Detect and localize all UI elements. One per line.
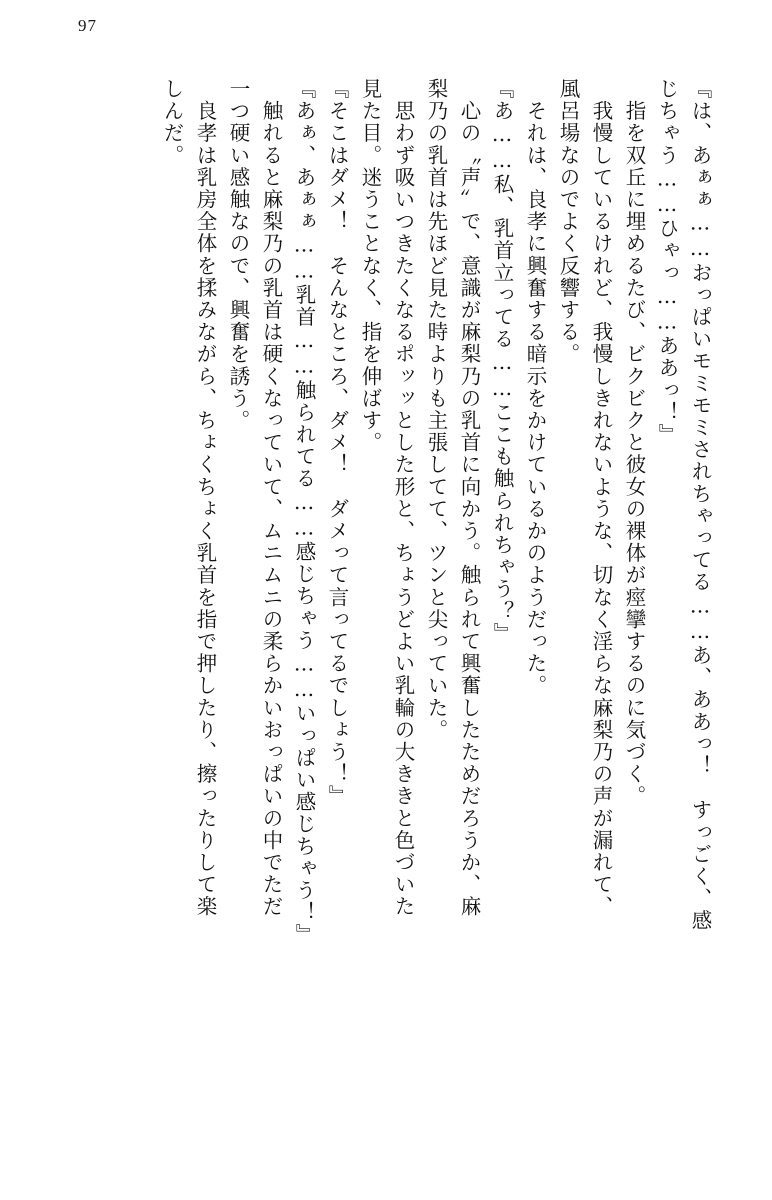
text-line: 見た目。迷うことなく、指を伸ばす。 [358,78,382,454]
text-line: 触れると麻梨乃の乳首は硬くなっていて、ムニムニの柔らかいおっぱいの中でただ [259,78,283,918]
text-line: 『あ……私、乳首立ってる……ここも触られちゃう？』 [490,78,514,645]
text-line: 『あぁ、あぁぁ……乳首……触られてる……感じちゃう……いっぱい感じちゃう！』 [292,78,316,946]
text-line: それは、良孝に興奮する暗示をかけているかのようだった。 [523,78,547,697]
page-number: 97 [78,16,97,35]
text-line: しんだ。 [160,78,184,167]
text-line: 『は、あぁぁ……おっぱいモミモミされちゃってる……あ、ああっ！ すっごく、感 [688,78,712,932]
text-line: じちゃう……ひゃっ……ああっ！』 [655,78,679,446]
text-line: 我慢しているけれど、我慢しきれないような、切なく淫らな麻梨乃の声が漏れて、 [589,78,613,918]
text-line: 良孝は乳房全体を揉みながら、ちょくちょく乳首を指で押したり、擦ったりして楽 [193,78,217,918]
text-line: 梨乃の乳首は先ほど見た時よりも主張してて、ツンと尖っていた。 [424,78,448,741]
text-line: 心の〝声〟で、意識が麻梨乃の乳首に向かう。触られて興奮したためだろうか、麻 [457,78,481,918]
text-line: 『そこはダメ！ そんなところ、ダメ！ ダメって言ってるでしょう！』 [325,78,349,808]
text-line: 一つ硬い感触なので、興奮を誘う。 [226,78,250,432]
text-line: 風呂場なのでよく反響する。 [556,78,580,366]
text-line: 指を双丘に埋めるたび、ビクビクと彼女の裸体が痙攣するのに気づく。 [622,78,646,808]
text-line: 思わず吸いつきたくなるポッッとした形と、ちょうどよい乳輪の大ききと色づいた [391,78,415,918]
vertical-text-body [62,78,710,1160]
